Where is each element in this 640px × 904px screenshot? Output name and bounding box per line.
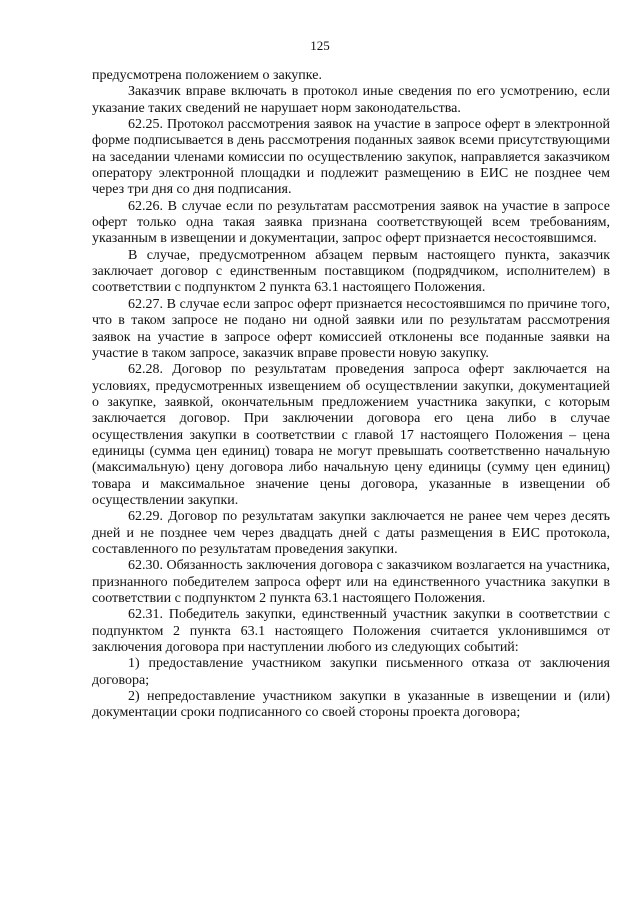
paragraph-62-30: 62.30. Обязанность заключения договора с заказчиком возлагается на участника, признанного победителем запроса оферт или на единственного участника закупки в соответствии с подпунктом 2 пункта 63.1 настоящего Положения. <box>92 558 610 606</box>
page-number: 125 <box>310 38 330 53</box>
paragraph-62-31: 62.31. Победитель закупки, единственный участник закупки в соответствии с подпунктом 2 пункта 63.1 настоящего Положения считается уклонившимся от заключения договора при наступлении любого из следующих событий: <box>92 607 610 656</box>
paragraph-62-28: 62.28. Договор по результатам проведения запроса оферт заключается на условиях, предусмотренных извещением об осуществлении закупки, документацией о закупке, заявкой, окончательным предложением участника закупки, с которым заключается договор. При заключении договора его цена либо в случае осуществления закупки в соответствии с главой 17 настоящего Положения – цена единицы (сумма цен единиц) товара не могут превышать соответственно начальную (максимальную) цену договора либо начальную цену единицы (сумму цен единиц) товара и максимальное значение цены договора, указанные в извещении об осуществлении закупки. <box>92 362 610 508</box>
paragraph-62-27: 62.27. В случае если запрос оферт признается несостоявшимся по причине того, что в таком запросе не подано ни одной заявки или по результатам рассмотрения заявок на участие в запросе оферт комиссией отклонены все поданные заявки на участие в таком запросе, заказчик вправе провести новую закупку. <box>92 296 610 361</box>
paragraph-62-25: 62.25. Протокол рассмотрения заявок на участие в запросе оферт в электронной форме подписывается в день рассмотрения поданных заявок всеми присутствующими на заседании членами комиссии по осуществлению закупок, направляется заказчиком оператору электронной площадки и подлежит размещению в ЕИС не позднее чем через три дня со дня подписания. <box>92 117 610 198</box>
paragraph: В случае, предусмотренном абзацем первым настоящего пункта, заказчик заключает договор с единственным поставщиком (подрядчиком, исполнителем) в соответствии с подпунктом 2 пункта 63.1 настоящего Положения. <box>92 247 610 296</box>
document-body <box>92 68 610 722</box>
list-item-1: 1) предоставление участником закупки письменного отказа от заключения договора; <box>92 656 610 688</box>
paragraph-62-29: 62.29. Договор по результатам закупки заключается не ранее чем через десять дней и не позднее чем через двадцать дней с даты размещения в ЕИС протокола, составленного по результатам проведения закупки. <box>92 509 610 557</box>
paragraph-62-26: 62.26. В случае если по результатам рассмотрения заявок на участие в запросе оферт только одна такая заявка признана соответствующей всем требованиям, указанным в извещении и документации, запрос оферт признается несостоявшимся. <box>92 198 610 247</box>
list-item-2: 2) непредоставление участником закупки в указанные в извещении и (или) документации сроки подписанного со своей стороны проекта договора; <box>92 689 610 721</box>
paragraph-continuation: предусмотрена положением о закупке. <box>92 68 322 83</box>
paragraph: Заказчик вправе включать в протокол иные сведения по его усмотрению, если указание таких сведений не нарушает норм законодательства. <box>92 84 610 116</box>
